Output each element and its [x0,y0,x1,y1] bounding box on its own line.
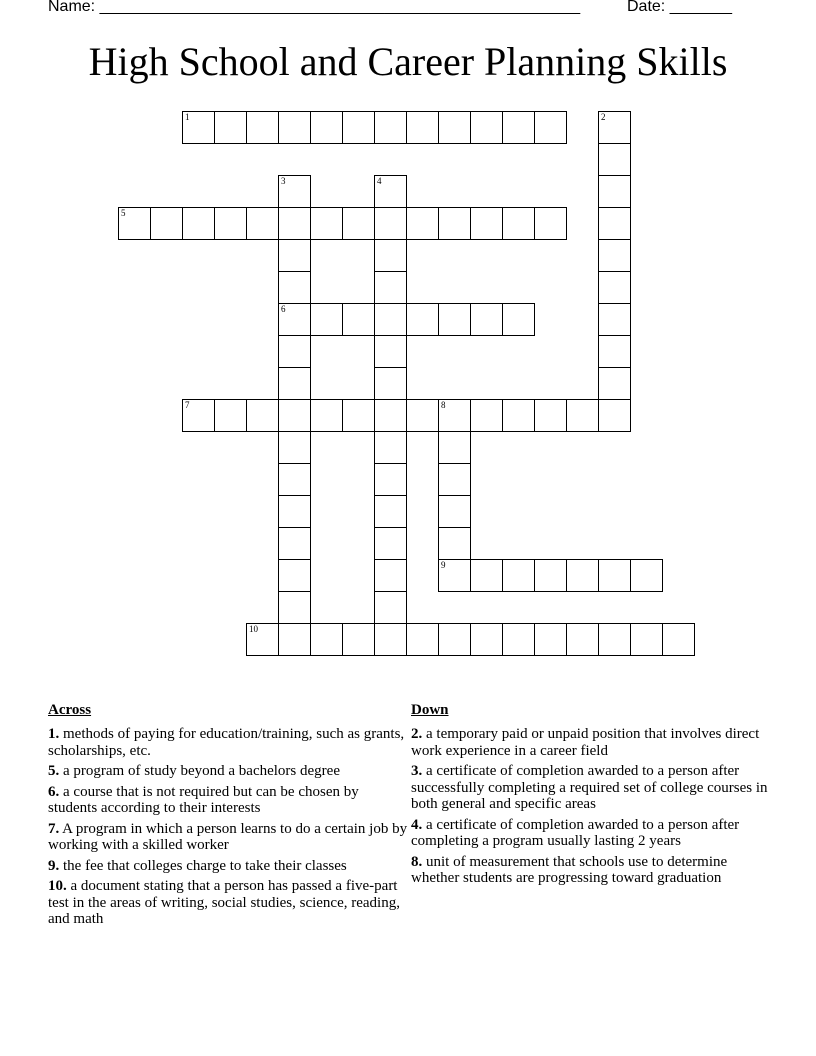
crossword-cell[interactable] [342,111,375,144]
crossword-cell[interactable] [406,623,439,656]
clue-number: 3. [411,763,423,779]
across-clue [48,878,408,928]
crossword-cell[interactable] [438,463,471,496]
across-clue [48,784,408,817]
crossword-cell[interactable] [214,399,247,432]
crossword-cell[interactable] [598,623,631,656]
crossword-cell[interactable] [598,207,631,240]
clue-text: the fee that colleges charge to take their classes [59,857,347,874]
crossword-cell[interactable] [374,175,407,208]
crossword-cell[interactable] [438,623,471,656]
crossword-cell[interactable] [246,623,279,656]
crossword-cell[interactable] [470,111,503,144]
crossword-cell[interactable] [374,239,407,272]
across-clue-list [48,726,408,928]
crossword-cell[interactable] [534,207,567,240]
crossword-cell[interactable] [502,207,535,240]
crossword-cell[interactable] [406,207,439,240]
clue-number: 1. [48,726,60,742]
clue-number: 5 [121,208,126,218]
crossword-cell[interactable] [246,207,279,240]
clue-text: a document stating that a person has passed a five-part test in the areas of writing, social studies, science, reading, and math [48,878,400,927]
crossword-cell[interactable] [406,303,439,336]
crossword-cell[interactable] [374,271,407,304]
crossword-cell[interactable] [278,111,311,144]
crossword-cell[interactable] [406,111,439,144]
clue-number: 6 [281,304,286,314]
clue-text: a temporary paid or unpaid position that involves direct work experience in a career field [411,726,760,759]
crossword-cell[interactable] [598,239,631,272]
down-clues [411,700,771,891]
crossword-cell[interactable] [534,559,567,592]
crossword-cell[interactable] [278,335,311,368]
crossword-cell[interactable] [438,527,471,560]
crossword-cell[interactable] [374,527,407,560]
crossword-cell[interactable] [534,623,567,656]
clue-text: A program in which a person learns to do a certain job by working with a skilled worker [48,820,408,853]
across-clue [48,821,408,854]
crossword-cell[interactable] [374,335,407,368]
crossword-cell[interactable] [630,559,663,592]
crossword-cell[interactable] [566,399,599,432]
crossword-cell[interactable] [246,399,279,432]
crossword-cell[interactable] [278,495,311,528]
crossword-cell[interactable] [246,111,279,144]
across-clues [48,700,408,932]
crossword-cell[interactable] [438,207,471,240]
crossword-cell[interactable] [278,367,311,400]
crossword-cell[interactable] [598,335,631,368]
clue-text: a program of study beyond a bachelors degree [59,763,340,779]
crossword-cell[interactable] [310,303,343,336]
crossword-cell[interactable] [278,303,311,336]
clue-number: 2 [601,112,606,122]
crossword-cell[interactable] [374,303,407,336]
down-clue [411,854,771,887]
crossword-cell[interactable] [278,623,311,656]
across-heading: Across [48,702,92,718]
crossword-cell[interactable] [534,111,567,144]
crossword-cell[interactable] [374,431,407,464]
crossword-cell[interactable] [182,111,215,144]
crossword-cell[interactable] [598,303,631,336]
clue-text: unit of measurement that schools use to determine whether students are progressing toward graduation [411,853,728,886]
crossword-cell[interactable] [470,303,503,336]
crossword-cell[interactable] [662,623,695,656]
crossword-cell[interactable] [374,495,407,528]
crossword-cell[interactable] [470,399,503,432]
crossword-cell[interactable] [374,111,407,144]
across-clue [48,763,408,780]
clue-number: 10 [249,624,258,634]
crossword-cell[interactable] [214,111,247,144]
down-heading: Down [411,702,449,718]
crossword-cell[interactable] [278,591,311,624]
crossword-cell[interactable] [438,559,471,592]
crossword-cell[interactable] [438,431,471,464]
crossword-cell[interactable] [278,527,311,560]
crossword-cell[interactable] [374,367,407,400]
crossword-cell[interactable] [470,559,503,592]
crossword-cell[interactable] [438,399,471,432]
crossword-cell[interactable] [502,111,535,144]
crossword-cell[interactable] [598,175,631,208]
clue-text: a certificate of completion awarded to a person after successfully completing a required set of college courses in both general and specific areas [411,763,768,812]
clue-number: 9 [441,560,446,570]
crossword-cell[interactable] [374,623,407,656]
clue-number: 10. [48,878,67,894]
clue-text: methods of paying for education/training, such as grants, scholarships, etc. [48,726,405,759]
crossword-cell[interactable] [278,271,311,304]
crossword-cell[interactable] [310,207,343,240]
crossword-cell[interactable] [182,207,215,240]
crossword-cell[interactable] [342,303,375,336]
across-clue [48,858,408,875]
crossword-cell[interactable] [374,559,407,592]
clue-number: 7 [185,400,190,410]
crossword-cell[interactable] [310,111,343,144]
crossword-cell[interactable] [566,623,599,656]
crossword-cell[interactable] [342,623,375,656]
crossword-cell[interactable] [214,207,247,240]
crossword-cell[interactable] [598,367,631,400]
crossword-cell[interactable] [310,623,343,656]
crossword-cell[interactable] [598,399,631,432]
crossword-cell[interactable] [278,559,311,592]
crossword-cell[interactable] [438,111,471,144]
crossword-cell[interactable] [310,399,343,432]
crossword-cell[interactable] [342,399,375,432]
down-clue [411,763,771,813]
crossword-cell[interactable] [374,591,407,624]
clue-number: 9. [48,857,60,874]
down-clue [411,817,771,850]
crossword-cell[interactable] [278,207,311,240]
clue-number: 4 [377,176,382,186]
crossword-cell[interactable] [598,143,631,176]
crossword-cell[interactable] [150,207,183,240]
crossword-cell[interactable] [182,399,215,432]
clue-text: a course that is not required but can be chosen by students according to their interests [48,783,359,816]
page-title: High School and Career Planning Skills [88,39,728,84]
crossword-cell[interactable] [470,207,503,240]
clue-number: 3 [281,176,286,186]
crossword-cell[interactable] [278,463,311,496]
crossword-cell[interactable] [630,623,663,656]
clue-number: 1 [185,112,190,122]
clue-number: 7. [48,820,60,837]
crossword-cell[interactable] [278,399,311,432]
clue-number: 4. [411,816,423,833]
crossword-cell[interactable] [534,399,567,432]
crossword-cell[interactable] [502,303,535,336]
crossword-cell[interactable] [502,559,535,592]
clue-number: 6. [48,783,60,800]
name-field[interactable]: Name: ______________________________________________________ [48,0,581,15]
crossword-cell[interactable] [374,399,407,432]
crossword-cell[interactable] [566,559,599,592]
crossword-cell[interactable] [502,399,535,432]
clue-number: 8 [441,400,446,410]
crossword-cell[interactable] [278,239,311,272]
crossword-cell[interactable] [342,207,375,240]
down-clue-list [411,726,771,887]
date-field[interactable]: Date: _______ [627,0,732,15]
clue-number: 8. [411,853,423,870]
clue-text: a certificate of completion awarded to a person after completing a program usually lasting 2 years [411,816,740,849]
crossword-cell[interactable] [438,303,471,336]
crossword-cell[interactable] [406,399,439,432]
crossword-cell[interactable] [118,207,151,240]
crossword-cell[interactable] [374,463,407,496]
clue-number: 5. [48,763,60,779]
crossword-cell[interactable] [438,495,471,528]
clue-number: 2. [411,726,423,742]
crossword-cell[interactable] [470,623,503,656]
crossword-cell[interactable] [598,559,631,592]
crossword-cell[interactable] [598,111,631,144]
crossword-cell[interactable] [374,207,407,240]
down-clue [411,726,771,759]
crossword-cell[interactable] [278,431,311,464]
crossword-cell[interactable] [278,175,311,208]
across-clue [48,726,408,759]
crossword-cell[interactable] [598,271,631,304]
crossword-cell[interactable] [502,623,535,656]
